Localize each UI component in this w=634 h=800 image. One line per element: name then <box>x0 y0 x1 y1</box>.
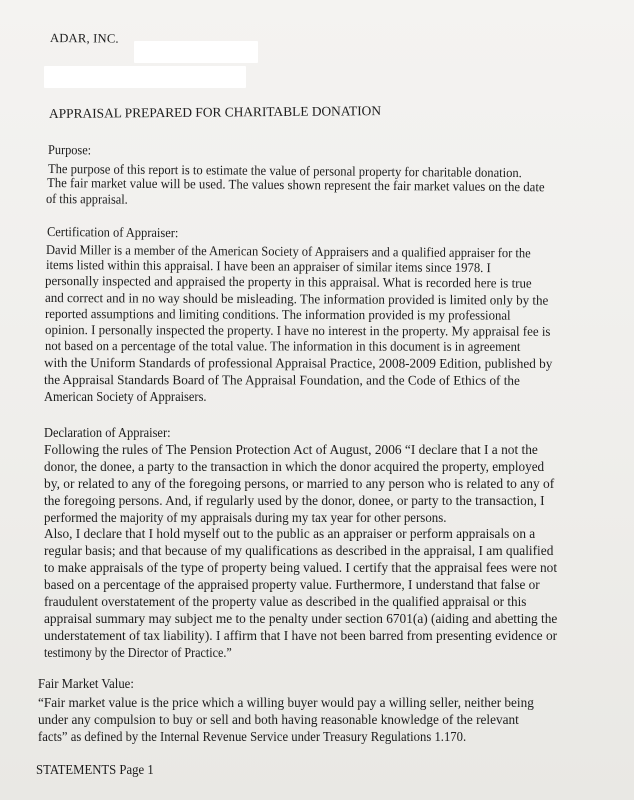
purpose-heading: Purpose: <box>47 142 92 158</box>
redacted-address-line-1 <box>134 41 258 63</box>
certification-line: opinion. I personally inspected the property. I have no interest in the property. My appraisal fee is <box>44 322 551 339</box>
purpose-line: of this appraisal. <box>45 191 128 207</box>
certification-line: not based on a percentage of the total value. The information in this document is in agreement <box>44 338 521 354</box>
purpose-line: The fair market value will be used. The values shown represent the fair market values on the date <box>46 175 545 195</box>
certification-line: David Miller is a member of the American Society of Appraisers and a qualified appraiser for the <box>45 242 531 261</box>
declaration-line: based on a percentage of the appraised property value. Furthermore, I understand that false or <box>44 577 540 592</box>
certification-line: items listed within this appraisal. I have been an appraiser of similar items since 1978. I <box>45 257 491 276</box>
certification-line: reported assumptions and limiting conditions. The information provided is my professional <box>44 306 511 323</box>
fair-market-value-line: facts” as defined by the Internal Revenue Service under Treasury Regulations 1.170. <box>38 729 467 744</box>
purpose-line: The purpose of this report is to estimate the value of personal property for charitable donation. <box>47 161 522 181</box>
fair-market-value-heading: Fair Market Value: <box>38 676 134 691</box>
declaration-line: Following the rules of The Pension Protection Act of August, 2006 “I declare that I a not the <box>44 442 538 457</box>
declaration-line: by, or related to any of the foregoing persons, or married to any person who is related to any of <box>44 476 555 491</box>
certification-line: with the Uniform Standards of professional Appraisal Practice, 2008-2009 Edition, published by <box>43 355 553 371</box>
fair-market-value-line: “Fair market value is the price which a willing buyer would pay a willing seller, neither being <box>38 695 534 710</box>
declaration-line: fraudulent overstatement of the property value as described in the qualified appraisal or this <box>44 594 527 609</box>
declaration-line: appraisal summary may subject me to the penalty under section 6701(a) (aiding and abetting the <box>44 611 558 626</box>
declaration-line: understatement of tax liability). I affirm that I have not been barred from presenting evidence or <box>44 628 558 643</box>
declaration-line: the foregoing persons. And, if regularly used by the donor, donee, or party to the transaction, I <box>44 493 545 508</box>
redacted-address-line-2 <box>44 66 246 88</box>
certification-line: the Appraisal Standards Board of The Appraisal Foundation, and the Code of Ethics of the <box>43 372 520 388</box>
company-name: ADAR, INC. <box>49 31 119 46</box>
page-footer: STATEMENTS Page 1 <box>36 762 154 777</box>
declaration-line: to make appraisals of the type of property being valued. I certify that the appraisal fees were not <box>44 560 558 575</box>
certification-line: personally inspected and appraised the property in this appraisal. What is recorded here is true <box>44 273 532 291</box>
declaration-line: performed the majority of my appraisals during my tax year for other persons. <box>44 510 447 525</box>
declaration-line: Also, I declare that I hold myself out to the public as an appraiser or perform appraisals on a <box>44 526 536 541</box>
certification-heading: Certification of Appraiser: <box>46 224 179 241</box>
declaration-line: donor, the donee, a party to the transaction in which the donor acquired the property, employed <box>44 459 545 474</box>
declaration-line: testimony by the Director of Practice.” <box>44 645 232 660</box>
document-title: APPRAISAL PREPARED FOR CHARITABLE DONATION <box>48 103 382 121</box>
certification-line: American Society of Appraisers. <box>44 389 207 404</box>
declaration-heading: Declaration of Appraiser: <box>44 425 171 440</box>
declaration-line: regular basis; and that because of my qualifications as described in the appraisal, I am qualified <box>44 543 554 558</box>
fair-market-value-line: under any compulsion to buy or sell and both having reasonable knowledge of the relevant <box>38 712 519 727</box>
certification-line: and correct and in no way should be misleading. The information provided is limited only by the <box>44 290 549 308</box>
